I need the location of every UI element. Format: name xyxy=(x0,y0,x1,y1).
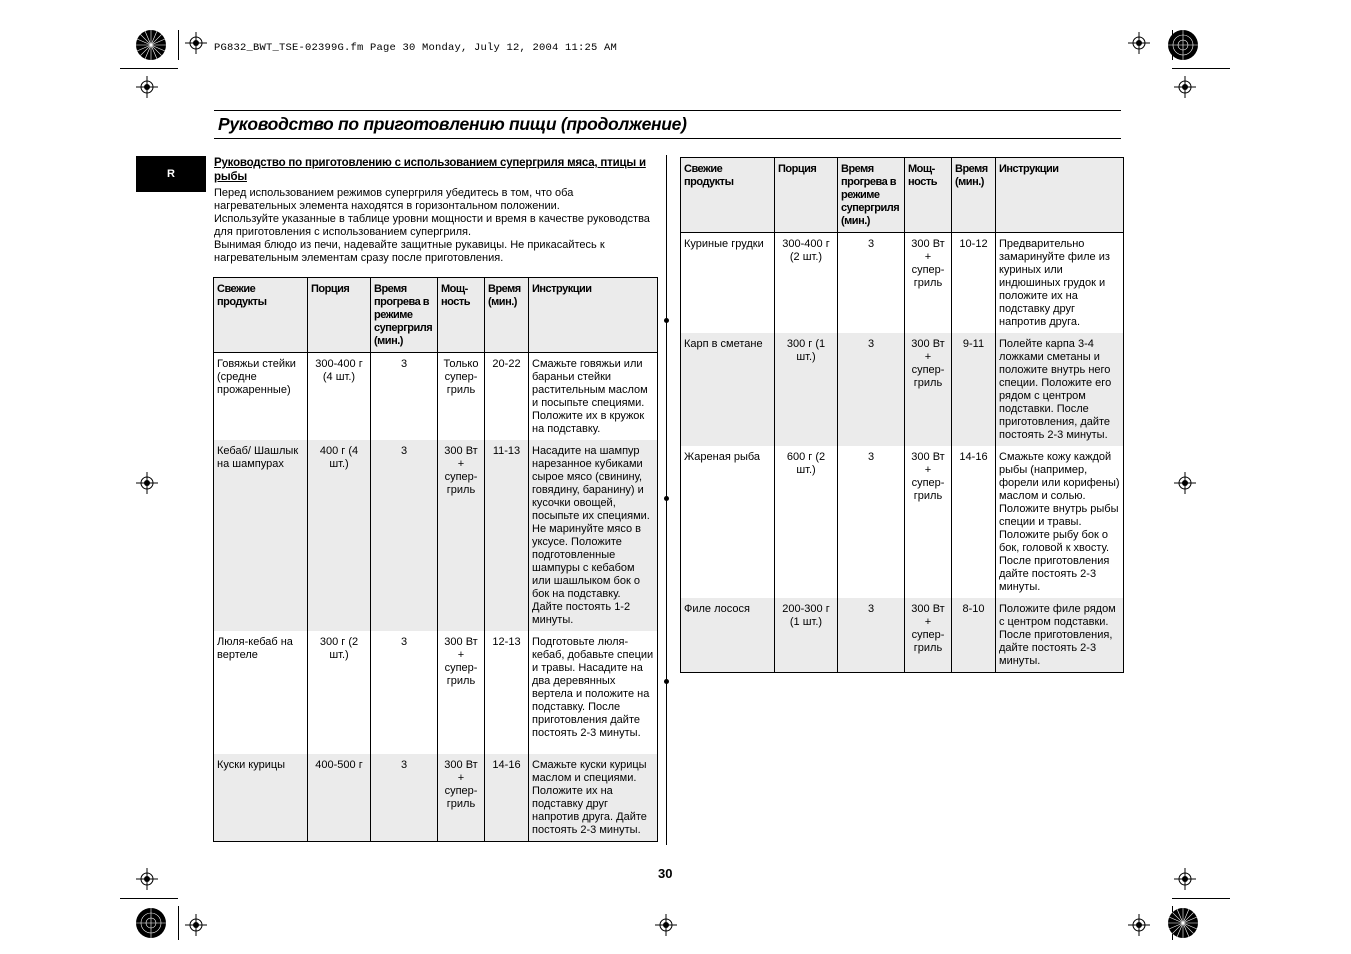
table-row xyxy=(681,598,1124,673)
instructions-cell: Подготовьте люля-кебаб, добавьте специи и травы. Насадите на два деревянных вертела и положите на подставку. После приготовления дайте постоять 2-3 минуты. xyxy=(529,631,658,754)
instructions-cell: Смажьте говяжьи или бараньи стейки растительным маслом и посыпьте специями. Положите их в кружок на подставку. xyxy=(529,353,658,441)
page-title: Руководство по приготовлению пищи (продолжение) xyxy=(218,114,687,134)
power-cell: 300 Вт + супер-гриль xyxy=(438,440,485,631)
preheat-cell: 3 xyxy=(838,446,905,598)
divider-dot xyxy=(664,318,669,323)
preheat-cell: 3 xyxy=(371,631,438,754)
power-cell: 300 Вт + супер-гриль xyxy=(905,333,952,446)
color-wheel-icon xyxy=(1167,29,1199,61)
portion-cell: 300 г (1 шт.) xyxy=(775,333,838,446)
table-row xyxy=(681,233,1124,334)
preheat-cell: 3 xyxy=(838,233,905,334)
preheat-cell: 3 xyxy=(371,440,438,631)
table-row xyxy=(214,353,658,441)
column-header: Время прогрева в режиме супергриля (мин.) xyxy=(838,158,905,233)
registration-mark-icon xyxy=(136,472,158,494)
product-cell: Говяжьи стейки (средне прожаренные) xyxy=(214,353,308,441)
preheat-cell: 3 xyxy=(371,353,438,441)
preheat-cell: 3 xyxy=(371,754,438,842)
divider-dot xyxy=(664,496,669,501)
time-cell: 14-16 xyxy=(952,446,996,598)
table-header-row xyxy=(681,158,1124,233)
intro-paragraph: Перед использованием режимов супергриля убедитесь в том, что оба нагревательных элемента находятся в горизонтальном положении. xyxy=(214,187,574,212)
registration-mark-icon xyxy=(136,76,158,98)
column-header: Мощ-ность xyxy=(438,278,485,353)
registration-mark-icon xyxy=(1128,914,1150,936)
portion-cell: 300 г (2 шт.) xyxy=(308,631,371,754)
divider-dot xyxy=(664,679,669,684)
instructions-cell: Смажьте кожу каждой рыбы (например, форели или корифены) маслом и солью. Положите внутрь рыбы специи и травы. Положите рыбу бок о бок, головой к хвосту. После приготовления дайте постоять 2-3 минуты. xyxy=(996,446,1124,598)
portion-cell: 200-300 г (1 шт.) xyxy=(775,598,838,673)
product-cell: Жареная рыба xyxy=(681,446,775,598)
crop-mark xyxy=(178,906,179,940)
column-header: Инструкции xyxy=(529,278,658,353)
portion-cell: 300-400 г (2 шт.) xyxy=(775,233,838,334)
preheat-cell: 3 xyxy=(838,598,905,673)
registration-mark-icon xyxy=(185,914,207,936)
product-cell: Кебаб/ Шашлык на шампурах xyxy=(214,440,308,631)
registration-mark-icon xyxy=(1128,32,1150,54)
power-cell: Только супер-гриль xyxy=(438,353,485,441)
time-cell: 14-16 xyxy=(485,754,529,842)
portion-cell: 300-400 г (4 шт.) xyxy=(308,353,371,441)
crop-mark xyxy=(120,68,178,69)
table-header-row xyxy=(214,278,658,353)
crop-mark xyxy=(120,898,178,899)
right-cooking-table xyxy=(680,157,1124,673)
portion-cell: 600 г (2 шт.) xyxy=(775,446,838,598)
portion-cell: 400 г (4 шт.) xyxy=(308,440,371,631)
section-title: Руководство по приготовлению с использованием супергриля мяса, птицы и рыбы xyxy=(214,157,646,183)
preheat-cell: 3 xyxy=(838,333,905,446)
registration-mark-icon xyxy=(1174,472,1196,494)
power-cell: 300 Вт + супер-гриль xyxy=(905,233,952,334)
section-intro xyxy=(214,187,654,265)
portion-cell: 400-500 г xyxy=(308,754,371,842)
color-wheel-icon xyxy=(135,29,167,61)
product-cell: Куски курицы xyxy=(214,754,308,842)
column-header: Время (мин.) xyxy=(952,158,996,233)
product-cell: Филе лосося xyxy=(681,598,775,673)
column-header: Время (мин.) xyxy=(485,278,529,353)
crop-mark xyxy=(1172,898,1230,899)
instructions-cell: Насадите на шампур нарезанное кубиками сырое мясо (свинину, говядину, баранину) и кусочки овощей, посыпьте их специями. Не маринуйте мясо в уксусе. Положите подготовленные шампуры с кебабом или шашлыком бок о бок на подставку. Дайте постоять 1-2 минуты. xyxy=(529,440,658,631)
power-cell: 300 Вт + супер-гриль xyxy=(905,446,952,598)
power-cell: 300 Вт + супер-гриль xyxy=(438,754,485,842)
color-wheel-icon xyxy=(135,907,167,939)
column-header: Порция xyxy=(308,278,371,353)
time-cell: 10-12 xyxy=(952,233,996,334)
column-header: Свежие продукты xyxy=(214,278,308,353)
table-row xyxy=(214,631,658,754)
registration-mark-icon xyxy=(136,868,158,890)
product-cell: Люля-кебаб на вертеле xyxy=(214,631,308,754)
time-cell: 12-13 xyxy=(485,631,529,754)
time-cell: 8-10 xyxy=(952,598,996,673)
instructions-cell: Положите филе рядом с центром подставки. После приготовления, дайте постоять 2-3 минуты. xyxy=(996,598,1124,673)
language-tab: R xyxy=(136,156,206,192)
table-row xyxy=(681,333,1124,446)
left-cooking-table xyxy=(213,277,658,842)
title-bottom-rule xyxy=(214,138,1121,139)
intro-paragraph: Вынимая блюдо из печи, надевайте защитные рукавицы. Не прикасайтесь к нагревательным элементам сразу после приготовления. xyxy=(214,239,605,264)
instructions-cell: Предварительно замаринуйте филе из куриных или индюшиных грудок и положите их на подставку друг напротив друга. xyxy=(996,233,1124,334)
column-header: Мощ-ность xyxy=(905,158,952,233)
registration-mark-icon xyxy=(1174,868,1196,890)
column-header: Свежие продукты xyxy=(681,158,775,233)
power-cell: 300 Вт + супер-гриль xyxy=(905,598,952,673)
color-wheel-icon xyxy=(1167,907,1199,939)
column-header: Инструкции xyxy=(996,158,1124,233)
time-cell: 20-22 xyxy=(485,353,529,441)
instructions-cell: Смажьте куски курицы маслом и специями. Положите их на подставку друг напротив друга. Дайте постоять 2-3 минуты. xyxy=(529,754,658,842)
registration-mark-icon xyxy=(655,914,677,936)
registration-mark-icon xyxy=(185,32,207,54)
crop-mark xyxy=(178,30,179,60)
time-cell: 9-11 xyxy=(952,333,996,446)
page-number: 30 xyxy=(658,866,673,881)
table-row xyxy=(214,754,658,842)
file-info-header: PG832_BWT_TSE-02399G.fm Page 30 Monday, July 12, 2004 11:25 AM xyxy=(214,42,618,54)
intro-paragraph: Используйте указанные в таблице уровни мощности и время в качестве руководства для приготовления с использованием супергриля. xyxy=(214,213,650,238)
registration-mark-icon xyxy=(1174,76,1196,98)
column-header: Порция xyxy=(775,158,838,233)
product-cell: Куриные грудки xyxy=(681,233,775,334)
product-cell: Карп в сметане xyxy=(681,333,775,446)
table-row xyxy=(214,440,658,631)
column-header: Время прогрева в режиме супергриля (мин.) xyxy=(371,278,438,353)
instructions-cell: Полейте карпа 3-4 ложками сметаны и положите внутрь него специи. Положите его рядом с центром подставки. После приготовления, дайте постоять 2-3 минуты. xyxy=(996,333,1124,446)
title-top-rule xyxy=(214,110,1121,111)
table-row xyxy=(681,446,1124,598)
time-cell: 11-13 xyxy=(485,440,529,631)
power-cell: 300 Вт + супер-гриль xyxy=(438,631,485,754)
crop-mark xyxy=(1172,68,1230,69)
